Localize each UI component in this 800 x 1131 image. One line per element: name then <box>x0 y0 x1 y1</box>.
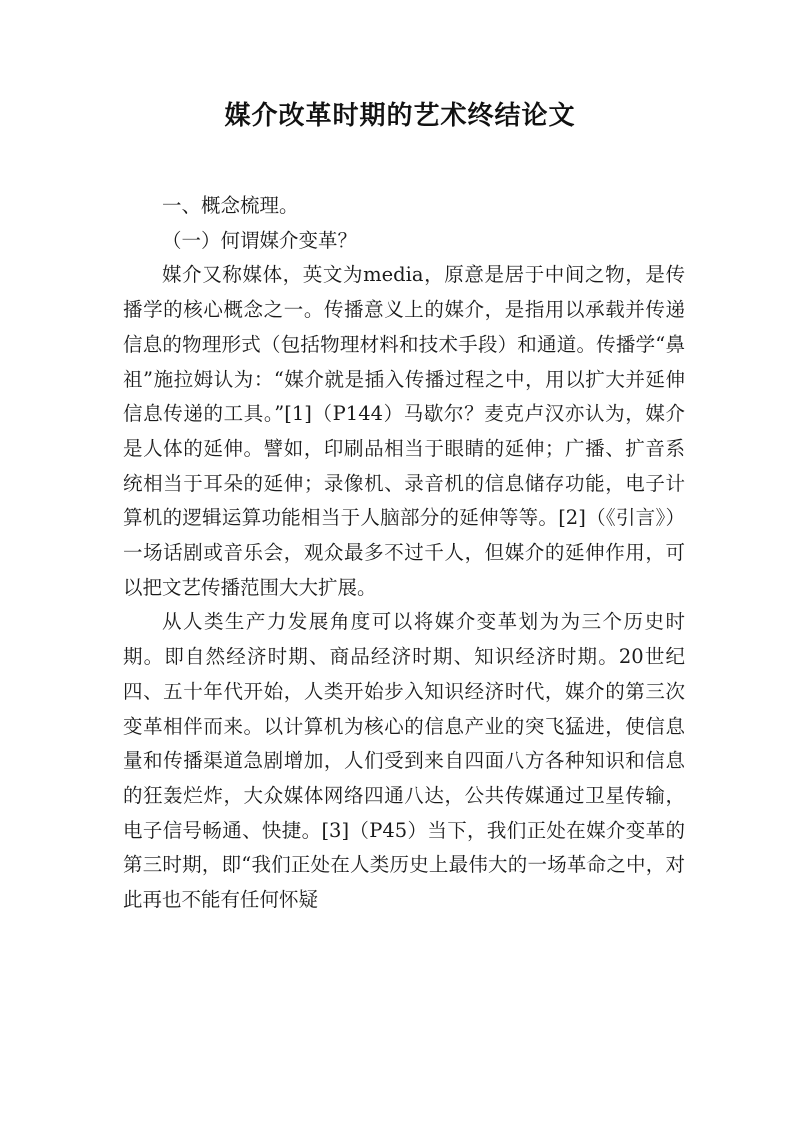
section-heading: 一、概念梳理。 <box>162 194 299 217</box>
paragraph: 从人类生产力发展角度可以将媒介变革划为为三个历史时期。即自然经济时期、商品经济时期、知识经济时期。20世纪四、五十年代开始，人类开始步入知识经济时代，媒介的第三次变革相伴而来。以计算机为核心的信息产业的突飞猛进，使信息量和传播渠道急剧增加，人们受到来自四面八方各种知识和信息的狂轰烂炸，大众媒体网络四通八达，公共传媒通过卫星传输，电子信号畅通、快捷。[3]（P45）当下，我们正处在媒介变革的第三时期，即“我们正处在人类历史上最伟大的一场革命之中，对此再也不能有任何怀疑 <box>123 610 685 912</box>
subsection-heading: （一）何谓媒介变革？ <box>162 228 358 252</box>
document-body <box>123 189 685 918</box>
paragraph: 媒介又称媒体，英文为media，原意是居于中间之物，是传播学的核心概念之一。传播意义上的媒介，是指用以承载并传递信息的物理形式（包括物理材料和技术手段）和通道。传播学“鼻祖”施拉姆认为：“媒介就是插入传播过程之中，用以扩大并延伸信息传递的工具。”[1]（P144）马歇尔？麦克卢汉亦认为，媒介是人体的延伸。譬如，印刷品相当于眼睛的延伸；广播、扩音系统相当于耳朵的延伸；录像机、录音机的信息储存功能，电子计算机的逻辑运算功能相当于人脑部分的延伸等等。[2]（《引言》）一场话剧或音乐会，观众最多不过千人，但媒介的延伸作用，可以把文艺传播范围大大扩展。 <box>123 263 685 599</box>
document-title: 媒介改革时期的艺术终结论文 <box>224 101 576 131</box>
